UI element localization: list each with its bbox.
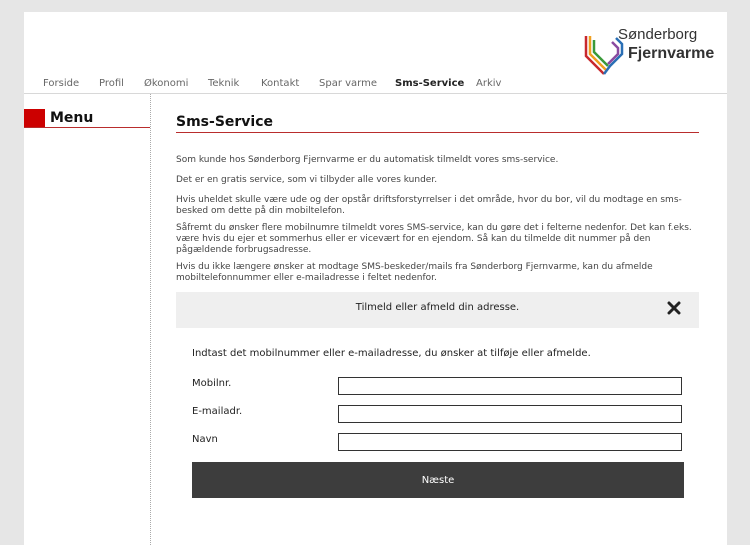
intro-paragraph-1: Som kunde hos Sønderborg Fjernvarme er du automatisk tilmeldt vores sms-service. [176, 155, 559, 165]
mobile-input[interactable] [338, 377, 682, 395]
intro-paragraph-2: Det er en gratis service, som vi tilbyder alle vores kunder. [176, 175, 438, 185]
email-input[interactable] [338, 405, 682, 423]
intro-paragraph-3: Hvis uheldet skulle være ude og der opstår driftsforstyrrelser i det område, hvor du bor, vil du modtage en sms-besked om dette på din mobiltelefon. [176, 195, 682, 216]
next-button[interactable]: Næste [192, 462, 684, 498]
email-label: E-mailadr. [192, 406, 243, 417]
nav-item-arkiv[interactable]: Arkiv [476, 78, 502, 89]
page-container [24, 12, 727, 545]
intro-paragraph-5: Hvis du ikke længere ønsker at modtage SMS-beskeder/mails fra Sønderborg Fjernvarme, kan du afmelde mobiltelefonnummer eller e-mailadresse i feltet nedenfor. [176, 262, 653, 283]
sidebar-accent-bar [24, 109, 45, 128]
logo-text-line2: Fjernvarme [628, 45, 715, 62]
intro-paragraph-4: Såfremt du ønsker flere mobilnumre tilmeldt vores SMS-service, kan du gøre det i felterne nedenfor. Det kan f.eks. være hvis du ejer et sommerhus eller er vicevært for en ejendom. Så kan du tilmelde dit nummer på den pågældende forbrugsadresse. [176, 223, 692, 255]
form-header-bar [176, 292, 699, 328]
nav-item-kontakt[interactable]: Kontakt [261, 78, 300, 89]
main-content [176, 112, 699, 282]
nav-item-teknik[interactable]: Teknik [208, 78, 240, 89]
close-icon[interactable] [667, 301, 681, 315]
top-navigation [24, 76, 727, 94]
site-logo[interactable] [582, 18, 722, 80]
name-label: Navn [192, 434, 218, 445]
sidebar-divider [24, 127, 150, 128]
sidebar-menu-title: Menu [50, 110, 94, 126]
nav-item-forside[interactable]: Forside [43, 78, 80, 89]
nav-item-spar-varme[interactable]: Spar varme [319, 78, 377, 89]
logo-text-line1: Sønderborg [618, 26, 698, 43]
nav-item-oekonomi[interactable]: Økonomi [144, 78, 189, 89]
form-header-text: Tilmeld eller afmeld din adresse. [355, 302, 520, 313]
column-divider [150, 94, 151, 545]
nav-item-sms-service[interactable]: Sms-Service [395, 78, 465, 89]
form-instruction: Indtast det mobilnummer eller e-mailadresse, du ønsker at tilføje eller afmelde. [192, 348, 591, 359]
title-divider [176, 132, 699, 133]
nav-item-profil[interactable]: Profil [99, 78, 124, 89]
name-input[interactable] [338, 433, 682, 451]
mobile-label: Mobilnr. [192, 378, 232, 389]
page-title: Sms-Service [176, 114, 274, 130]
